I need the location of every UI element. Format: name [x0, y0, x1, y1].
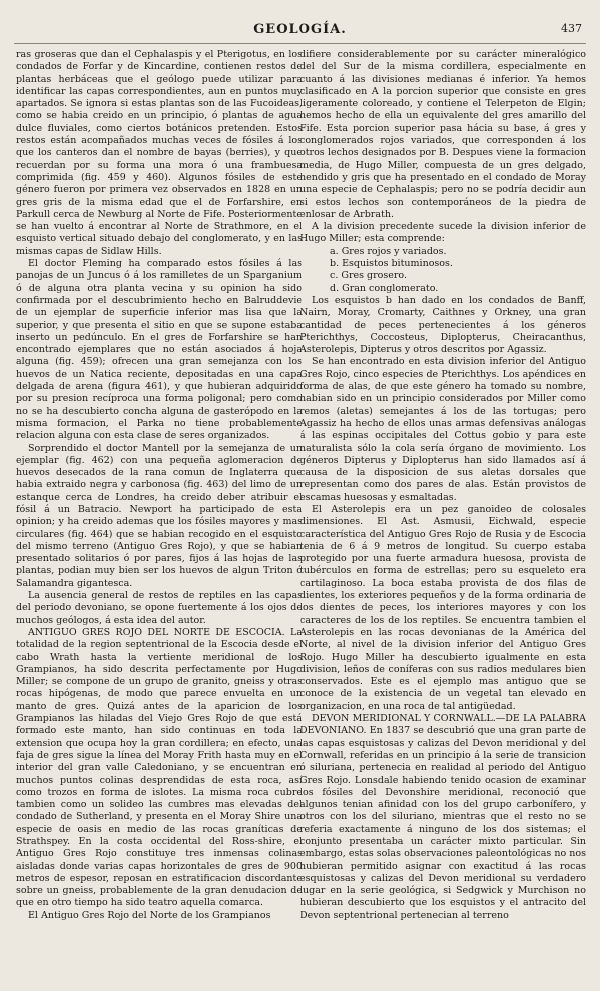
paragraph: ras groseras que dan el Cephalaspis y el Pterigotus, en los condados de Forfar y de Kincardine, contienen restos de plantas herbáceas que el geólogo puede utilizar para identificar las capas correspondientes, aun en puntos muy apartados. Se ignora si estas plantas son de las Fucoideas, como se habia creido en un principio, ó plantas de agua dulce fluviales, como ciertos botánicos pretenden. Estos restos están acompañados muchas veces de fósiles á los que los canteros dan el nombre de bayas (berries), y que recuerdan por su forma una mora ó una frambuesa comprimida (fig. 459 y 460). Algunos fósiles de este género fueron por primera vez observados en 1828 en un gres gris de la misma edad que el de Forfarshire, en Parkull cerca de Newburg al Norte de Fife. Posteriormente se han vuelto á encontrar al Norte de Strathmore, en el esquisto vertical situado debajo del conglomerato, y en las mismas capas de Sidlaw Hills.: [16, 49, 302, 257]
paragraph: El Antiguo Gres Rojo del Norte de los Grampianos: [28, 909, 271, 921]
list-item: d. Gran conglomerato.: [330, 282, 439, 294]
page-number: 437: [561, 22, 582, 35]
section-paragraph: DEVON MERIDIONAL Y CORNWALL.—DE LA PALABRA DEVONIANO. En 1837 se descubrió que una gran parte de las capas esquistosas y calizas del Devon meridional y del Cornwall, referidas en un principio á la serie de transicion ó siluriana, pertenecia en realidad al periodo del Antiguo Gres Rojo. Lonsdale habiendo tenido ocasion de examinar los fósiles del Devonshire meridional, reconoció que algunos tenian afinidad con los del grupo carbonífero, y otros con los del siluriano, mientras que el resto no se referia exactamente á ninguno de los dos sistemas; el conjunto presentaba un carácter mixto particular. Sin embargo, estas solas observaciones paleontológicas no nos hubieran permitido asignar con exactitud á las rocas esquistosas y calizas del Devon meridional su verdadero lugar en la serie geológica, si Sedgwick y Murchison no hubieran descubierto que los esquistos y el antracito del Devon septentrional pertenecian al terreno: [300, 713, 586, 921]
paragraph: difiere considerablemente por su carácter mineralógico del del Sur de la misma cordillera, especialmente en cuanto á las divisiones medianas é inferior. Ya hemos clasificado en A la porcion superior que consiste en gres ligeramente coloreado, y contiene el Telerpeton de Elgin; hemos hecho de ella un equivalente del gres amarillo del Fife. Esta porcion superior pasa hácia su base, á gres y conglomerados rojos variados, que corresponden á los otros lechos designados por B. Despues viene la formacion media, de Hugo Miller, compuesta de un gres delgado, hendido y gris que ha presentado en el condado de Moray una especie de Cephalaspis; pero no se podría decidir aun si estos lechos son contemporáneos de la piedra de enlosar de Arbrath.: [300, 49, 586, 220]
paragraph: A la division precedente sucede la division inferior de Hugo Miller; esta comprende:: [300, 221, 586, 245]
left-column: [16, 49, 302, 981]
division-list: [300, 246, 586, 295]
section-paragraph: ANTIGUO GRES ROJO DEL NORTE DE ESCOCIA. La totalidad de la region septentrional de la Escocia desde el cabo Wrath hasta la vertiente meridional de los Grampianos, ha sido descrita perfectamente por Hugo Miller; se compone de un grupo de granito, gneiss y otras rocas hipógenas, de modo que parece envuelta en un manto de gres. Quizá antes de la aparicion de los Grampianos las hiladas del Viejo Gres Rojo de que está formado este manto, han sido continuas en toda la extension que ocupa hoy la gran cordillera; en efecto, una faja de gres sigue la línea del Moray Frith hasta muy en el interior del gran valle Caledoniano, y se encuentran en muchos puntos colinas desprendidas de esta roca, así como trozos en forma de islotes. La misma roca cubre tambien como un solideo las cumbres mas elevadas del condado de Sutherland, y presenta en el Moray Shire una especie de oasis en medio de las rocas graníticas de Strathspey. En la costa occidental del Ross-shire, el Antiguo Gres Rojo constituye tres inmensas colinas aisladas donde varias capas horizontales de gres de 900 metros de espesor, reposan en estratificacion discordante sobre un gneiss, probablemente de la gran denudacion de que en otro tiempo ha sido teatro aquella comarca.: [16, 626, 302, 909]
paragraph: El doctor Fleming ha comparado estos fósiles á las panojas de un Juncus ó á los ramilletes de un Sparganium ó de alguna otra planta vecina y su opinion ha sido confirmada por el descubrimiento hecho en Balruddevie de un ejemplar de superficie inferior mas lisa que la superior, y que presenta el sitio en que se supone estaba inserto un pedúnculo. En el gres de Forfarshire se han encontrado ejemplares que no están asociados á hoja alguna (fig. 459); ofrecen una gran semejanza con los huevos de un Natica reciente, depositadas en una capa delgada de arena (figura 461), y que hubieran adquirido por su presion recíproca una forma poligonal; pero como no se ha descubierto concha alguna de gasterópodo en la misma formacion, el Parka no tiene probablemente relacion alguna con esta clase de seres organizados.: [16, 258, 302, 442]
header-rule: [14, 43, 586, 44]
list-item: b. Esquistos bituminosos.: [330, 258, 453, 270]
paragraph: Los esquistos b han dado en los condados de Banff, Nairn, Moray, Cromarty, Caithnes y Orkney, una gran cantidad de peces pertenecientes á los géneros Pterichthys, Coccosteus, Diplopterus, Cheiracanthus, Asterolepis, Dipterus y otros descritos por Agassiz.: [300, 294, 586, 356]
running-title: GEOLOGÍA.: [253, 22, 347, 37]
paragraph: La ausencia general de restos de reptiles en las capas del periodo devoniano, se opone fuertemente á los ojos de muchos geólogos, á esta idea del autor.: [16, 590, 302, 626]
right-column: [300, 49, 586, 981]
paragraph: Sorprendido el doctor Mantell por la semejanza de un ejemplar (fig. 462) con una pequeña aglomeracion de huevos desecados de la rana comun de Inglaterra que habia extraido negra y carbonosa (fig. 463) del limo de un estanque cerca de Londres, ha creido deber atribuir el fósil á un Batracio. Newport ha participado de esta opinion; y ha creido ademas que los fósiles mayores y mas circulares (fig. 464) que se habian recogido en el esquisto del mismo terreno (Antiguo Gres Rojo), y que se habian presentado solitarios ó por pares, fijos á las hojas de las plantas, podian muy bien ser los huevos de algun Triton ó Salamandra gigantesca.: [16, 442, 302, 589]
running-header: [14, 22, 586, 42]
paragraph: El Asterolepis era un pez ganoideo de colosales dimensiones. El Ast. Asmusii, Eichwald, especie característica del Antiguo Gres Rojo de Rusia y de Escocia tenia de 6 á 9 metros de longitud. Su cuerpo estaba protegido por una fuerte armadura huesosa, provista de tubérculos en forma de estrellas; pero su esqueleto era cartilaginoso. La boca estaba provista de dos filas de dientes, los exteriores pequeños y de la forma ordinaria de los dientes de peces, los interiores mayores y con los caracteres de los de los reptiles. Se encuentra tambien el Asterolepis en las rocas devonianas de la América del Norte, al nivel de la division inferior del Antiguo Gres Rojo. Hugo Miller ha descubierto igualmente en esta division, leños de coníferas con sus radios medulares bien conservados. Este es el ejemplo mas antiguo que se conoce de la existencia de un vegetal tan elevado en organizacion, en una roca de tal antigüedad.: [300, 503, 586, 712]
list-item: a. Gres rojos y variados.: [330, 245, 447, 257]
paragraph: Se han encontrado en esta division inferior del Antiguo Gres Rojo, cinco especies de Pterichthys. Los apéndices en forma de alas, de que este género ha tomado su nombre, habian sido en un principio considerados por Miller como remos (aletas) semejantes á los de las tortugas; pero Agassiz ha hecho de ellos unas armas defensivas análogas á las espinas occipitales del Cottus gobio y para este naturalista sólo la cola sería órgano de movimiento. Los géneros Dipterus y Diplopterus han sido llamados así á causa de la disposicion de sus aletas dorsales que representan como dos pares de alas. Están provistos de escamas huesosas y esmaltadas.: [300, 356, 586, 503]
list-item: c. Gres grosero.: [330, 270, 407, 282]
